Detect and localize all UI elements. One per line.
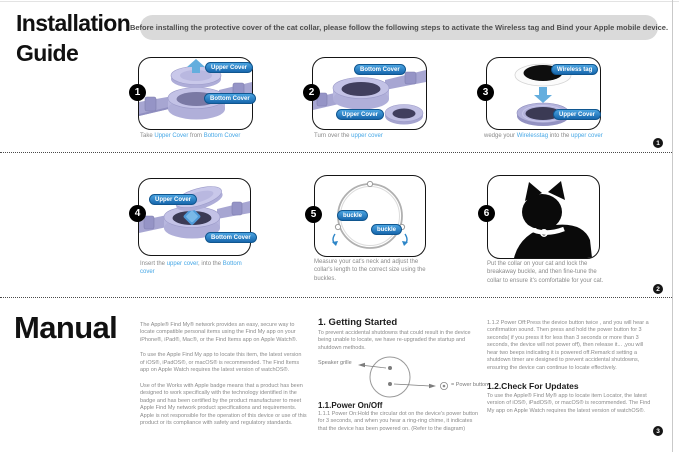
step-2-caption: Turn over the upper cover xyxy=(314,133,383,139)
collar-loop-illustration xyxy=(315,176,425,256)
check-for-updates-paragraph: To use the Apple® Find My® app to locate item Locator, the latest version of iOS®, iPadOS®, or macOS® is recommended. The Find My app on Apple Watch requires the latest version of watchOS®. xyxy=(487,393,651,414)
label-upper-cover: Upper Cover xyxy=(553,109,601,120)
label-bottom-cover: Bottom Cover xyxy=(354,64,406,75)
label-wireless-tag: Wireless tag xyxy=(551,64,598,75)
callout-arrow-right xyxy=(429,384,436,388)
step-5-badge: 5 xyxy=(305,206,322,223)
section-marker-2: 2 xyxy=(653,284,663,294)
header-note: Before installing the protective cover of the cat collar, please follow the following steps to activate the Wireless tag and Bind your Apple mobile device. xyxy=(140,15,658,40)
works-with-apple-paragraph: Use of the Works with Apple badge means that a product has been designed to work specifically with the technology identified in the badge and has been certified by the product manufacturer to meet Apple Find My network product specifications and requirements. Apple is not responsible for the operation of this device or use of this product or its compliance with safety and regulatory standards. xyxy=(140,382,307,427)
power-onoff-heading: 1.1.Power On/Off xyxy=(318,401,383,410)
page-top-edge xyxy=(0,1,679,2)
step-3-caption: wedge your Wirelesstag into the upper cover xyxy=(484,133,603,139)
power-on-paragraph: 1.1.1 Power On:Hold the circular dot on the device's power button for 3 seconds, and when you hear a ring-ring chime, it indicates that the device has been powered on. (Refer to the diagram) xyxy=(318,411,479,432)
step-4-card xyxy=(138,178,251,256)
label-upper-cover: Upper Cover xyxy=(149,194,197,205)
step-2-badge: 2 xyxy=(303,84,320,101)
label-buckle: buckle xyxy=(337,210,368,221)
getting-started-heading: 1. Getting Started xyxy=(318,317,398,328)
label-bottom-cover: Bottom Cover xyxy=(204,93,256,104)
power-off-paragraph: 1.1.2 Power Off:Press the device button twice , and you will hear a confirmation sound. Then press and hold the power button for 3 seconds( if you press it for less than 3 seconds or more than 3 seconds, the device will not power off), then release it... ,you will hear two beeps indicating it is powered off.Remark:d setting a shutdown timer are designed to prevent accidental shutdowns, ensuring the device can continue to locate effectively. xyxy=(487,320,649,371)
findmy-version-paragraph: To use the Apple Find My app to locate this item, the latest version of iOS®, iPadOS®, or macOS® is recommended. The Find Items app on Apple Watch requires the latest version of watchOS®. xyxy=(140,352,302,374)
dashed-divider xyxy=(0,297,672,298)
label-upper-cover: Upper Cover xyxy=(205,62,253,73)
section-marker-1: 1 xyxy=(653,138,663,148)
step-5-card xyxy=(314,175,426,257)
title-line-1: Installation xyxy=(16,10,131,36)
power-button-label: = Power button xyxy=(451,382,489,388)
title-line-2: Guide xyxy=(16,40,79,66)
step-6-card xyxy=(487,175,600,259)
step-6-caption: Put the collar on your cat and lock the breakaway buckle, and then fine-tune the collar to ensure it's comfortable for your cat. xyxy=(487,261,604,284)
step-1-badge: 1 xyxy=(129,84,146,101)
speaker-grille-label: Speaker grille xyxy=(318,360,352,366)
cat-silhouette-illustration xyxy=(488,176,599,258)
check-for-updates-heading: 1.2.Check For Updates xyxy=(487,381,579,391)
step-3-badge: 3 xyxy=(477,84,494,101)
getting-started-paragraph: To prevent accidental shutdowns that could result in the device being unable to locate, we have re-upgraded the startup and shutdown methods. xyxy=(318,330,471,351)
manual-title: Manual xyxy=(14,310,118,345)
callout-arrow-left xyxy=(358,363,365,367)
label-buckle: buckle xyxy=(371,224,402,235)
manual-column-1 xyxy=(140,322,307,436)
label-upper-cover: Upper Cover xyxy=(336,109,384,120)
installation-guide-title xyxy=(16,8,130,68)
findmy-intro-paragraph: The Apple® Find My® network provides an easy, secure way to locate compatible personal items using the Find My app on your iPhone®, iPad®, Mac®, or the Find Items app on Apple Watch®. xyxy=(140,322,298,343)
step-5-caption: Measure your cat's neck and adjust the collar's length to the correct size using the buckles. xyxy=(314,259,426,282)
device-top-view-diagram xyxy=(318,352,490,400)
down-arrow-icon xyxy=(534,87,552,103)
section-marker-3: 3 xyxy=(653,426,663,436)
collar-insert-illustration xyxy=(139,179,250,255)
step-4-caption: Insert the upper cover, into the Bottom cover xyxy=(140,261,242,276)
step-4-badge: 4 xyxy=(129,205,146,222)
step-1-caption: Take Upper Cover from Bottom Cover xyxy=(140,133,241,139)
dashed-divider xyxy=(0,152,672,153)
page-right-edge xyxy=(672,0,673,452)
label-bottom-cover: Bottom Cover xyxy=(205,232,257,243)
step-6-badge: 6 xyxy=(478,205,495,222)
